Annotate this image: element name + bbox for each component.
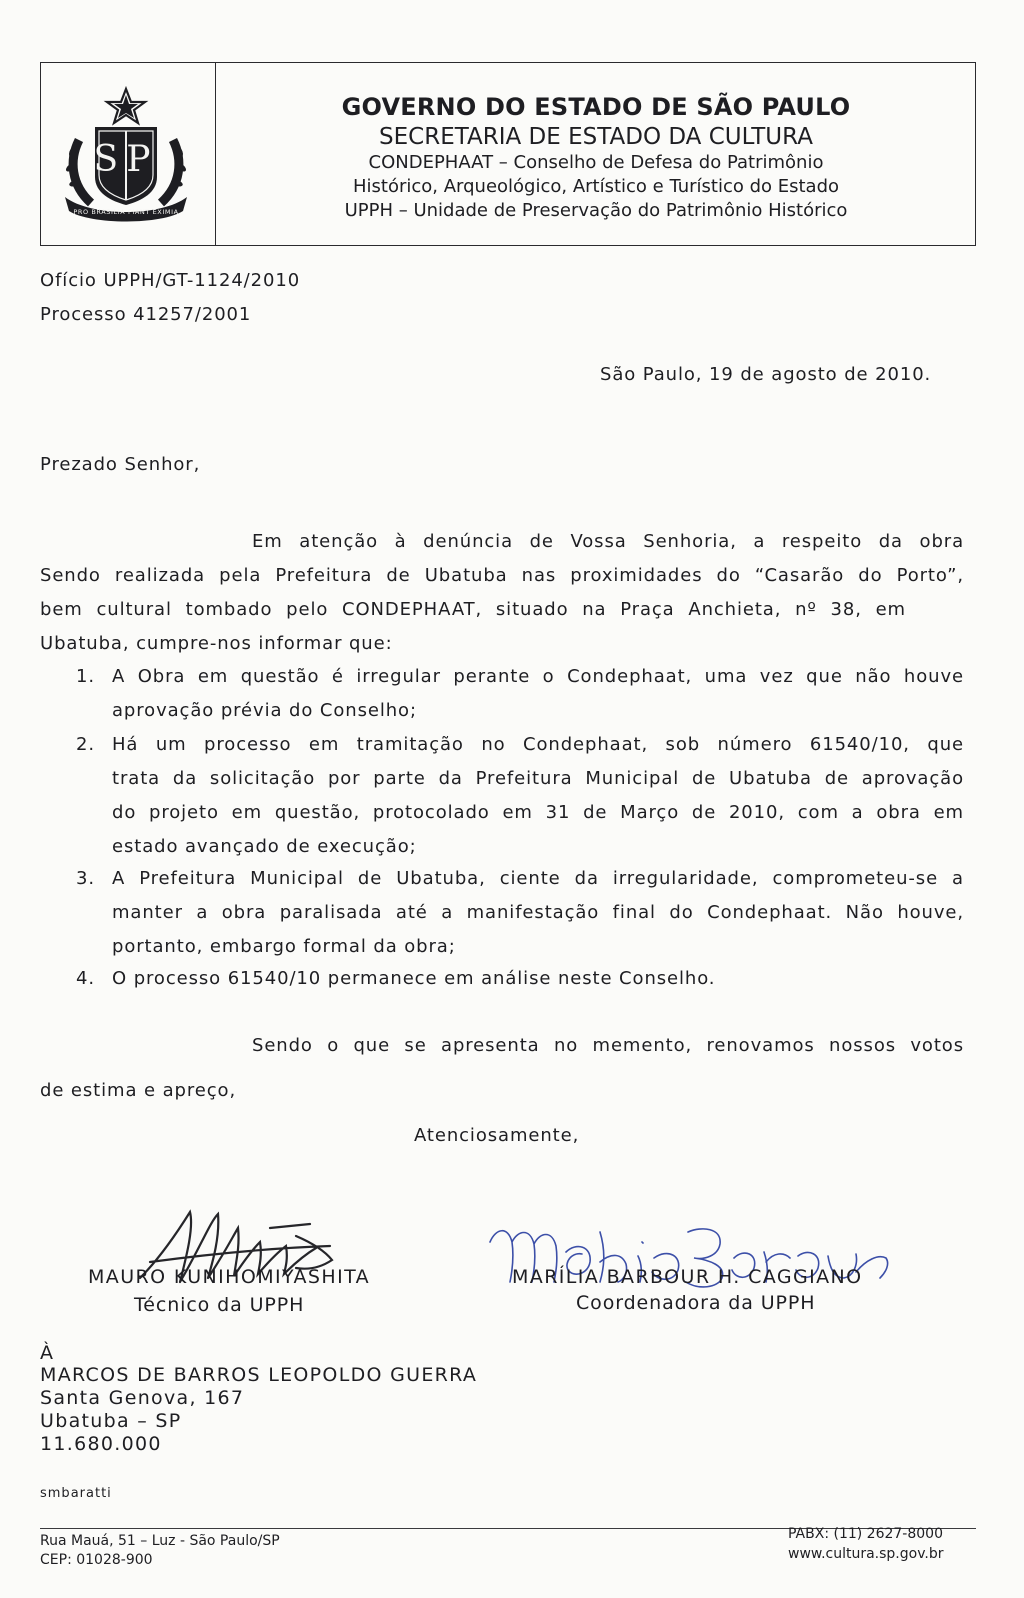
oficio-reference: Ofício UPPH/GT-1124/2010 bbox=[40, 270, 301, 291]
typist-initials: smbaratti bbox=[40, 1486, 112, 1501]
list-item-line: portanto, embargo formal da obra; bbox=[112, 936, 456, 957]
intro-line-4: Ubatuba, cumpre-nos informar que: bbox=[40, 633, 393, 654]
letterhead-divider bbox=[215, 63, 216, 245]
list-item bbox=[112, 660, 964, 728]
closing-line-1: Sendo o que se apresenta no memento, renovamos nossos votos bbox=[252, 1035, 964, 1056]
signatory-name: MAURO KUNIHOMIYASHITA bbox=[88, 1266, 371, 1288]
government-title: GOVERNO DO ESTADO DE SÃO PAULO bbox=[341, 93, 851, 121]
farewell: Atenciosamente, bbox=[414, 1125, 580, 1146]
signatory-role: Técnico da UPPH bbox=[134, 1294, 305, 1316]
signatory-name: MARÍLIA BARBOUR H. CAGGIANO bbox=[512, 1266, 863, 1288]
council-line-1: CONDEPHAAT – Conselho de Defesa do Patrimônio bbox=[368, 152, 824, 173]
recipient-street: Santa Genova, 167 bbox=[40, 1387, 245, 1409]
seal-motto: PRO BRASILIA FIANT EXIMIA bbox=[73, 208, 179, 216]
unit-line: UPPH – Unidade de Preservação do Patrimônio Histórico bbox=[344, 200, 848, 221]
list-item-number: 4. bbox=[76, 968, 95, 989]
salutation: Prezado Senhor, bbox=[40, 454, 201, 475]
list-item-line: aprovação prévia do Conselho; bbox=[112, 700, 417, 721]
recipient-city: Ubatuba – SP bbox=[40, 1410, 182, 1432]
signature-scribble-marilia bbox=[482, 1212, 912, 1302]
intro-line-2: Sendo realizada pela Prefeitura de Ubatuba nas proximidades do “Casarão do Porto”, bbox=[40, 565, 964, 586]
signatory-role: Coordenadora da UPPH bbox=[576, 1292, 816, 1314]
footer-phone: PABX: (11) 2627-8000 bbox=[788, 1526, 943, 1542]
footer-address: Rua Mauá, 51 – Luz - São Paulo/SP bbox=[40, 1533, 280, 1549]
closing-line-2: de estima e apreço, bbox=[40, 1080, 237, 1101]
council-line-2: Histórico, Arqueológico, Artístico e Turístico do Estado bbox=[352, 176, 840, 197]
recipient-zip: 11.680.000 bbox=[40, 1433, 162, 1455]
footer-cep: CEP: 01028-900 bbox=[40, 1552, 153, 1568]
processo-reference: Processo 41257/2001 bbox=[40, 304, 252, 325]
date-line: São Paulo, 19 de agosto de 2010. bbox=[600, 364, 932, 385]
intro-line-3: bem cultural tombado pelo CONDEPHAAT, situado na Praça Anchieta, nº 38, em bbox=[40, 599, 906, 620]
intro-line-1: Em atenção à denúncia de Vossa Senhoria, a respeito da obra bbox=[252, 531, 964, 552]
sao-paulo-coat-of-arms-icon bbox=[61, 85, 191, 225]
secretariat-title: SECRETARIA DE ESTADO DA CULTURA bbox=[379, 124, 813, 150]
list-item-line: O processo 61540/10 permanece em análise neste Conselho. bbox=[112, 968, 716, 989]
list-item-line: estado avançado de execução; bbox=[112, 836, 417, 857]
list-item bbox=[112, 862, 964, 964]
list-item bbox=[112, 728, 964, 864]
list-item-line: A Obra em questão é irregular perante o Condephaat, uma vez que não houve bbox=[112, 666, 964, 687]
recipient-name: MARCOS DE BARROS LEOPOLDO GUERRA bbox=[40, 1364, 478, 1386]
list-item-line: do projeto em questão, protocolado em 31 de Março de 2010, com a obra em bbox=[112, 802, 964, 823]
list-item-number: 3. bbox=[76, 868, 95, 889]
seal-letters: SP bbox=[93, 139, 159, 180]
footer-website[interactable]: www.cultura.sp.gov.br bbox=[788, 1546, 944, 1562]
list-item bbox=[112, 962, 964, 996]
list-item-line: A Prefeitura Municipal de Ubatuba, ciente da irregularidade, comprometeu-se a bbox=[112, 868, 964, 889]
list-item-line: trata da solicitação por parte da Prefeitura Municipal de Ubatuba de aprovação bbox=[112, 768, 964, 789]
letterhead-box bbox=[40, 62, 976, 246]
list-item-line: manter a obra paralisada até a manifestação final do Condephaat. Não houve, bbox=[112, 902, 964, 923]
list-item-line: Há um processo em tramitação no Condephaat, sob número 61540/10, que bbox=[112, 734, 964, 755]
recipient-prefix: À bbox=[40, 1342, 55, 1364]
list-item-number: 1. bbox=[76, 666, 95, 687]
list-item-number: 2. bbox=[76, 734, 95, 755]
